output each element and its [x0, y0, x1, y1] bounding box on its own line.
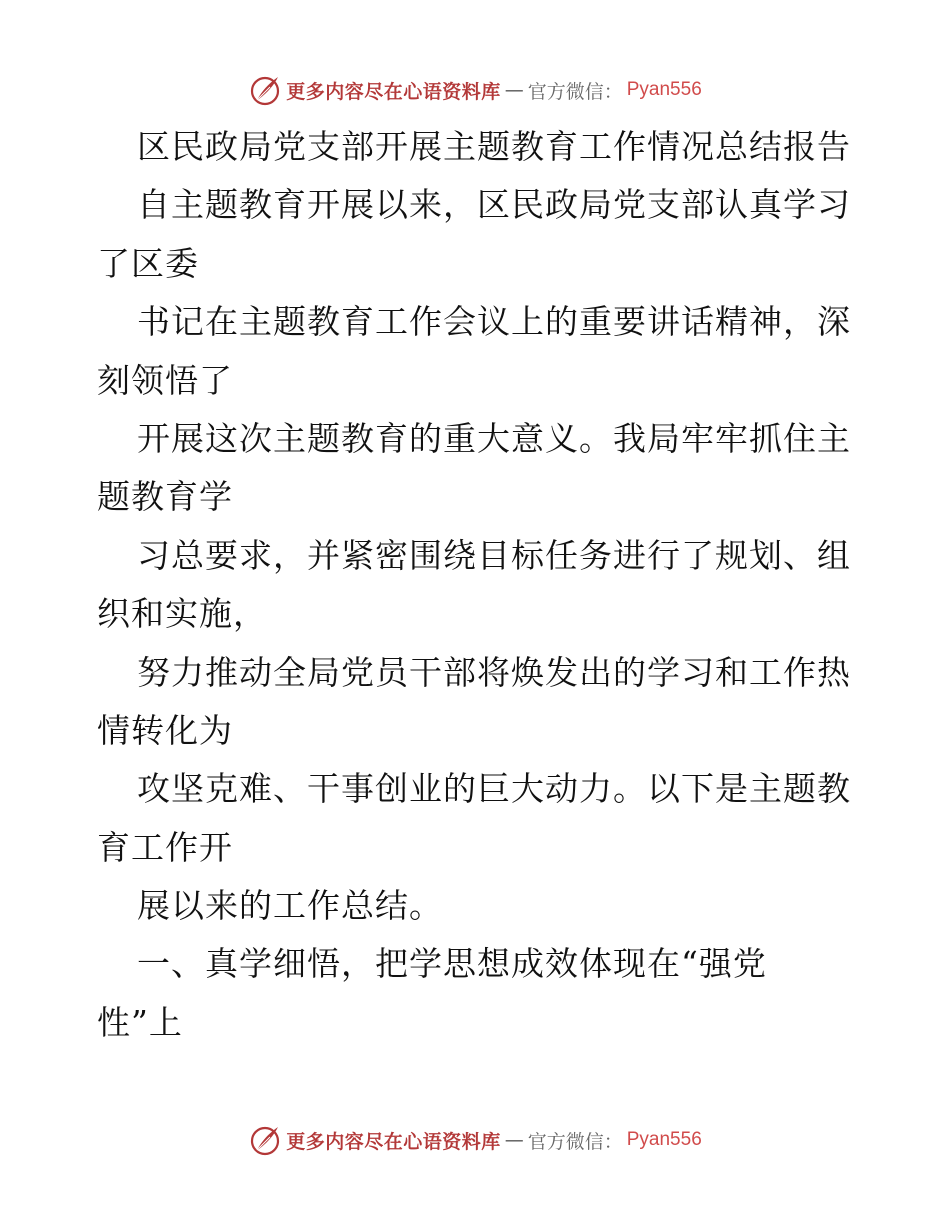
text-line: 努力推动全局党员干部将焕发出的学习和工作热 [137, 652, 851, 692]
text-line: 了区委 [97, 243, 199, 283]
banner-site-text: 更多内容尽在心语资料库 [286, 1130, 501, 1153]
banner-wechat-label: 官方微信： [527, 1130, 623, 1153]
feather-pen-icon [248, 73, 282, 107]
text-line: 刻领悟了 [97, 360, 233, 400]
text-line: 性”上 [97, 1002, 183, 1042]
text-line: 开展这次主题教育的重大意义。我局牢牢抓住主 [137, 418, 851, 458]
document-body [97, 118, 857, 1052]
footer-banner [0, 1120, 950, 1160]
text-line: 书记在主题教育工作会议上的重要讲话精神，深 [137, 302, 851, 342]
text-line: 习总要求，并紧密围绕目标任务进行了规划、组 [137, 535, 851, 575]
text-line: 攻坚克难、干事创业的巨大动力。以下是主题教 [137, 769, 851, 809]
text-line: 题教育学 [97, 477, 233, 517]
text-line: 情转化为 [97, 710, 233, 750]
banner-wechat-label: 官方微信： [527, 80, 623, 103]
banner-site-text: 更多内容尽在心语资料库 [286, 80, 501, 103]
text-line: 展以来的工作总结。 [137, 886, 443, 926]
text-line: 织和实施， [97, 594, 267, 634]
banner-separator: — [504, 1129, 524, 1151]
feather-pen-icon [248, 1123, 282, 1157]
text-line: 自主题教育开展以来，区民政局党支部认真学习 [137, 185, 851, 225]
banner-wechat-id: Pyan556 [626, 1129, 702, 1150]
banner-wechat-id: Pyan556 [626, 79, 702, 100]
document-title: 区民政局党支部开展主题教育工作情况总结报告 [137, 127, 851, 166]
header-banner [0, 70, 950, 110]
banner-separator: — [504, 79, 524, 101]
text-line: 育工作开 [97, 827, 233, 867]
section-heading: 一、真学细悟，把学思想成效体现在“强党 [137, 944, 767, 984]
